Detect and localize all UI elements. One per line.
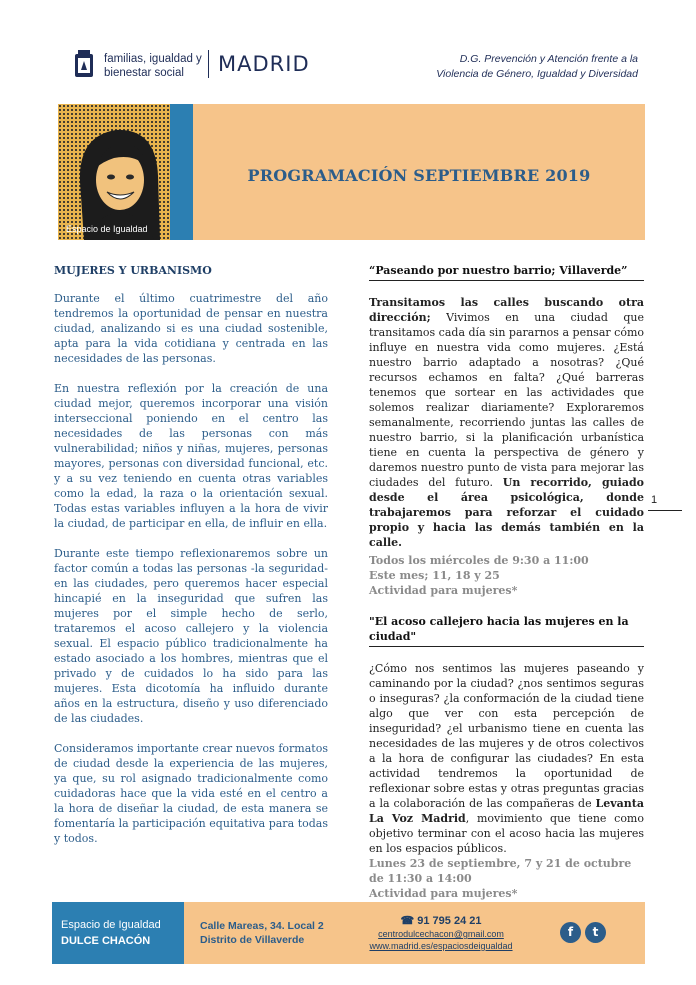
org-name xyxy=(104,52,202,80)
footer-contact xyxy=(356,914,526,952)
footer-brand xyxy=(52,902,184,964)
page-number: 1 xyxy=(651,494,658,506)
footer xyxy=(52,902,645,964)
department-name xyxy=(388,52,638,82)
city-wordmark: MADRID xyxy=(218,52,310,76)
email-link[interactable]: centrodulcechacon@gmail.com xyxy=(378,929,504,939)
address-line-2: Distrito de Villaverde xyxy=(200,934,305,946)
portrait-illustration xyxy=(74,122,166,240)
event-dates: Este mes; 11, 18 y 25 xyxy=(369,569,500,582)
page-title: PROGRAMACIÓN SEPTIEMBRE 2019 xyxy=(247,166,591,185)
event-closing: Un recorrido, guiado desde el área psicológica, donde trabajaremos para reforzar el cuidado propio y hacia las demás también en la calle. xyxy=(369,476,644,549)
events-column xyxy=(369,263,644,901)
website-link[interactable]: www.madrid.es/espaciosdeigualdad xyxy=(369,941,513,951)
event-body: ¿Cómo nos sentimos las mujeres paseando y caminando por la ciudad? ¿nos sentimos seguras o inseguras? ¿la conformación de la ciudad tiene algo que ver con esta percepción de inseguridad? ¿el urbanismo tiene en cuenta las necesidades de las mujeres y de otros colectivos a la hora de configurar las ciudades? En esta actividad tendremos la oportunidad de reflexionar sobre estas y otras preguntas gracias a la colaboración de las compañeras de xyxy=(369,662,644,810)
event-title: “Paseando por nuestro barrio; Villaverde” xyxy=(369,263,644,281)
portrait-banner xyxy=(58,104,193,240)
event-schedule: Lunes 23 de septiembre, 7 y 21 de octubre de 11:30 a 14:00 xyxy=(369,857,632,885)
madrid-crest-logo xyxy=(74,50,94,78)
intro-paragraph: Durante este tiempo reflexionaremos sobre un factor común a todas las personas -la seguridad- en las ciudades, pero queremos hacer especial hincapié en la inseguridad que sufren las mujeres por el simple hecho de serlo, trataremos el acoso callejero y la violencia sexual. El espacio público tradicionalmente ha estado asociado a los hombres, mientras que el privado y de cuidados lo ha sido para las mujeres. Esta dicotomía ha influido durante años en la estructura, diseño y uso diferenciado de las ciudades. xyxy=(54,547,328,725)
dept-line-1: D.G. Prevención y Atención frente a la xyxy=(459,53,638,65)
org-line-2: bienestar social xyxy=(104,67,184,79)
phone-number: ☎ 91 795 24 21 xyxy=(400,915,482,927)
intro-paragraph: Consideramos importante crear nuevos formatos de ciudad desde la experiencia de las mujeres, ya que, su rol asignado tradicionalmente como cuidadoras hace que la vida esté en el centro a la hora de diseñar la ciudad, de esta manera se fomentaría la participación equitativa para todas y todos. xyxy=(54,742,328,845)
banner-caption: Espacio de Igualdad xyxy=(66,224,148,234)
intro-paragraph: En nuestra reflexión por la creación de una ciudad mejor, queremos incorporar una visión interseccional poniendo en el centro las necesidades de las personas con más vulnerabilidad; niños y niñas, mujeres, personas mayores, personas con diversidad funcional, etc. y a su vez teniendo en cuenta otras variables como la edad, la raza o la orientación sexual. Todas estas variables influyen a la hora de vivir la ciudad, de participar en ella, de influir en ella. xyxy=(54,382,328,530)
event-lead: Transitamos las calles buscando otra dirección; xyxy=(369,296,644,324)
facebook-icon[interactable]: f xyxy=(560,922,581,943)
event-title: "El acoso callejero hacia las mujeres en la ciudad" xyxy=(369,614,644,647)
event-schedule: Todos los miércoles de 9:30 a 11:00 xyxy=(369,554,589,567)
event-org: Levanta La Voz Madrid xyxy=(369,797,644,825)
header-divider xyxy=(208,50,209,78)
footer-address xyxy=(200,919,324,947)
intro-paragraph: Durante el último cuatrimestre del año tendremos la oportunidad de pensar en nuestra ciudad, analizando si es una ciudad sostenible, apta para la vida cotidiana y centrada en las necesidades de las personas. xyxy=(54,292,328,365)
event-description xyxy=(369,295,644,550)
event-description xyxy=(369,661,644,856)
address-line-1: Calle Mareas, 34. Local 2 xyxy=(200,920,324,932)
page-number-rule xyxy=(648,510,682,511)
event-body-end: , movimiento que tiene como objetivo terminar con el acoso hacia las mujeres en los espacios públicos. xyxy=(369,812,644,855)
event-audience: Actividad para mujeres* xyxy=(369,887,518,900)
dept-line-2: Violencia de Género, Igualdad y Diversidad xyxy=(436,68,638,80)
footer-brand-line-1: Espacio de Igualdad xyxy=(61,919,161,931)
footer-brand-line-2: DULCE CHACÓN xyxy=(61,935,151,947)
intro-column xyxy=(54,263,328,861)
event-body: Vivimos en una ciudad que transitamos cada día sin pararnos a pensar cómo influye en nuestra vida como mujeres. ¿Está nuestro barrio adaptado a nosotras? ¿Qué recursos echamos en falta? ¿Qué barreras tenemos que sortear en las actividades que solemos realizar diariamente? Exploraremos semanalmente, recorriendo juntas las calles de nuestro barrio, si la planificación urbanística tiene en cuenta la perspectiva de género y daremos nuestro punto de vista para mejorar las ciudades del futuro. xyxy=(369,311,644,489)
org-line-1: familias, igualdad y xyxy=(104,53,202,65)
title-panel xyxy=(193,104,645,240)
twitter-icon[interactable]: t xyxy=(585,922,606,943)
section-heading: MUJERES Y URBANISMO xyxy=(54,264,212,277)
event-audience: Actividad para mujeres* xyxy=(369,584,518,597)
